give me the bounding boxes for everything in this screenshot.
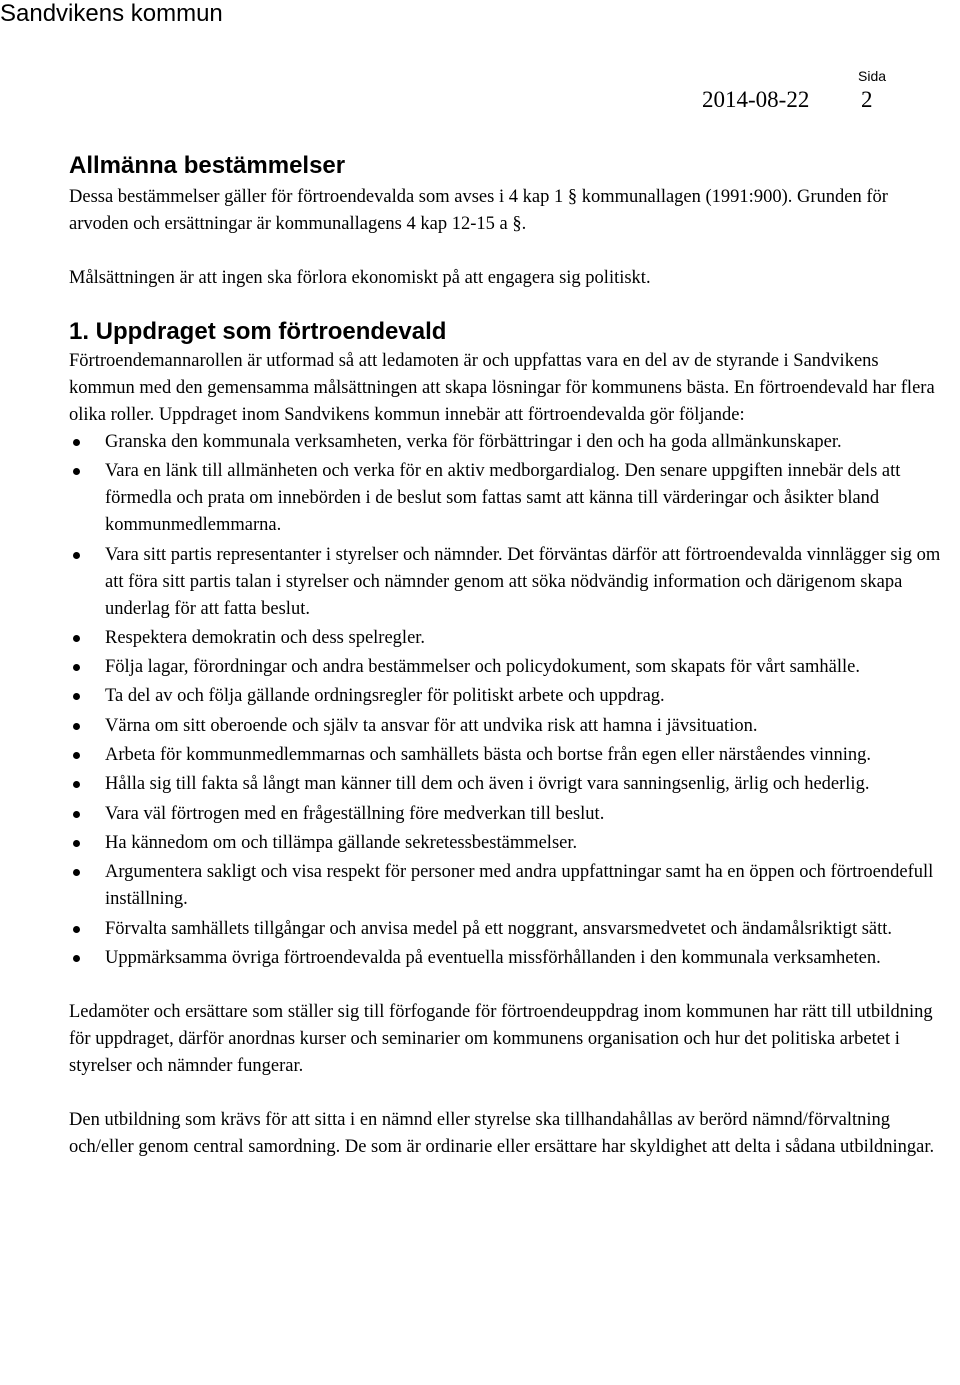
list-item xyxy=(69,654,944,681)
list-item xyxy=(69,683,944,710)
list-item-text: Ta del av och följa gällande ordningsregler för politiskt arbete och uppdrag. xyxy=(105,686,665,707)
bullet-icon xyxy=(73,840,80,847)
list-item xyxy=(69,916,944,943)
list-item-text: Hålla sig till fakta så långt man känner till dem och även i övrigt vara sanningsenlig, ärlig och hederlig. xyxy=(105,774,870,795)
duties-list xyxy=(69,429,944,972)
bullet-icon xyxy=(73,955,80,962)
bullet-icon xyxy=(73,869,80,876)
list-item-text: Värna om sitt oberoende och själv ta ansvar för att undvika risk att hamna i jävsituation. xyxy=(105,715,758,736)
bullet-icon xyxy=(73,468,80,475)
organization-name: Sandvikens kommun xyxy=(0,0,223,27)
paragraph-goal: Målsättningen är att ingen ska förlora ekonomiskt på att engagera sig politiskt. xyxy=(69,268,651,288)
list-item-text: Respektera demokratin och dess spelregler. xyxy=(105,627,426,648)
page-label: Sida xyxy=(858,68,887,84)
list-item xyxy=(69,771,944,798)
bullet-icon xyxy=(73,723,80,730)
bullet-icon xyxy=(73,439,80,446)
list-item xyxy=(69,945,944,972)
bullet-icon xyxy=(73,693,80,700)
list-item-text: Vara väl förtrogen med en frågeställning före medverkan till beslut. xyxy=(105,803,605,824)
list-item xyxy=(69,830,944,857)
list-item-text: Ha kännedom om och tillämpa gällande sekretessbestämmelser. xyxy=(105,832,578,853)
bullet-icon xyxy=(73,552,80,559)
paragraph-role-intro: Förtroendemannarollen är utformad så att ledamoten är och uppfattas vara en del av de styrande i Sandvikens kommun med den gemensamma målsättningen att skapa lösningar för kommunens bästa. En förtroendevald har flera olika roller. Uppdraget inom Sandvikens kommun innebär att förtroendevalda gör följande: xyxy=(69,351,935,425)
list-item-text: Följa lagar, förordningar och andra bestämmelser och policydokument, som skapats för vårt samhälle. xyxy=(105,657,860,678)
list-item-text: Vara en länk till allmänheten och verka för en aktiv medborgardialog. Den senare uppgiften innebär dels att förmedla och prata om innebörden i de beslut som fattas samt att känna till värderingar och åsikter bland kommunmedlemmarna. xyxy=(105,461,901,536)
paragraph-training-rights: Ledamöter och ersättare som ställer sig till förfogande för förtroendeuppdrag inom kommunen har rätt till utbildning för uppdraget, därför anordnas kurser och seminarier om kommunens organisation och hur det politiska arbetet i styrelser och nämnder fungerar. xyxy=(69,1001,933,1076)
section-title-assignment: 1. Uppdraget som förtroendevald xyxy=(69,318,447,345)
list-item xyxy=(69,801,944,828)
list-item-text: Arbeta för kommunmedlemmarnas och samhällets bästa och bortse från egen eller närståendes vinning. xyxy=(105,745,871,766)
list-item xyxy=(69,742,944,769)
bullet-icon xyxy=(73,781,80,788)
document-body xyxy=(69,150,944,1161)
list-item xyxy=(69,625,944,652)
list-item-text: Argumentera sakligt och visa respekt för personer med andra uppfattningar samt ha en öppen och förtroendefull inställning. xyxy=(105,862,934,910)
list-item-text: Granska den kommunala verksamheten, verka för förbättringar i den och ha goda allmänkunskaper. xyxy=(105,432,842,452)
bullet-icon xyxy=(73,664,80,671)
bullet-icon xyxy=(73,752,80,759)
list-item xyxy=(69,859,944,913)
section-title-general-provisions: Allmänna bestämmelser xyxy=(69,152,346,179)
list-item-text: Förvalta samhällets tillgångar och anvisa medel på ett noggrant, ansvarsmedvetet och ändamålsriktigt sätt. xyxy=(105,918,893,939)
bullet-icon xyxy=(73,635,80,642)
paragraph-legal-basis: Dessa bestämmelser gäller för förtroendevalda som avses i 4 kap 1 § kommunallagen (1991:900). Grunden för arvoden och ersättningar är kommunallagens 4 kap 12-15 a §. xyxy=(69,187,888,234)
list-item xyxy=(69,542,944,623)
list-item-text: Vara sitt partis representanter i styrelser och nämnder. Det förväntas därför att förtroendevalda vinnlägger sig om att föra sitt partis talan i styrelser och nämnder genom att söka nödvändig information och därigenom skapa underlag för att fatta beslut. xyxy=(105,544,941,619)
bullet-icon xyxy=(73,811,80,818)
list-item xyxy=(69,429,944,456)
document-date: 2014-08-22 xyxy=(702,87,810,112)
list-item xyxy=(69,458,944,539)
page-number: 2 xyxy=(861,87,873,112)
list-item xyxy=(69,713,944,740)
bullet-icon xyxy=(73,926,80,933)
list-item-text: Uppmärksamma övriga förtroendevalda på eventuella missförhållanden i den kommunala verksamheten. xyxy=(105,947,881,968)
paragraph-training-duty: Den utbildning som krävs för att sitta i en nämnd eller styrelse ska tillhandahållas av berörd nämnd/förvaltning och/eller genom central samordning. De som är ordinarie eller ersättare har skyldighet att delta i sådana utbildningar. xyxy=(69,1109,935,1157)
